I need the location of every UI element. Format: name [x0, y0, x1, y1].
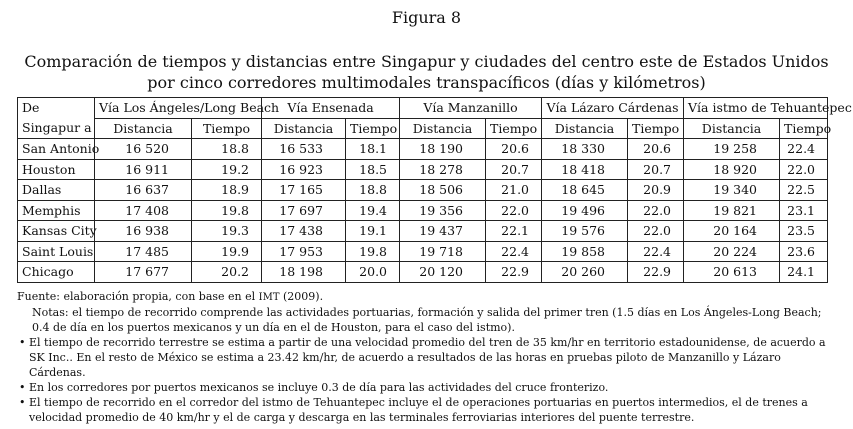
time-cell: 22.0	[628, 200, 684, 221]
bullet-icon: •	[19, 396, 26, 409]
time-cell: 22.4	[628, 241, 684, 262]
figure-title	[0, 51, 853, 93]
distance-cell: 17 485	[95, 241, 192, 262]
time-cell: 22.0	[486, 200, 542, 221]
distance-cell: 19 821	[684, 200, 780, 221]
source-line: Fuente: elaboración propia, con base en el IMT (2009).	[17, 290, 324, 303]
time-cell: 20.7	[628, 159, 684, 180]
city-cell: Dallas	[18, 180, 95, 201]
distance-cell: 16 911	[95, 159, 192, 180]
title-line-2: por cinco corredores multimodales transpacíficos (días y kilómetros)	[147, 73, 706, 92]
distance-cell: 20 613	[684, 262, 780, 283]
time-cell: 18.5	[346, 159, 400, 180]
distance-cell: 18 506	[400, 180, 486, 201]
corner-line-1: De	[22, 100, 40, 115]
bullet-icon: •	[19, 336, 26, 349]
distance-cell: 17 408	[95, 200, 192, 221]
time-cell: 19.4	[346, 200, 400, 221]
time-cell: 23.6	[780, 241, 828, 262]
imt-abbrev: IMT	[258, 292, 280, 303]
distance-header: Distancia	[262, 118, 346, 139]
distance-cell: 19 496	[542, 200, 628, 221]
time-header: Tiempo	[628, 118, 684, 139]
distance-cell: 17 438	[262, 221, 346, 242]
figure-label: Figura 8	[391, 8, 462, 27]
time-header: Tiempo	[780, 118, 828, 139]
city-cell: Houston	[18, 159, 95, 180]
header-row-metrics	[18, 118, 828, 139]
city-cell: Saint Louis	[18, 241, 95, 262]
distance-cell: 18 198	[262, 262, 346, 283]
distance-cell: 19 437	[400, 221, 486, 242]
city-cell: Chicago	[18, 262, 95, 283]
time-cell: 24.1	[780, 262, 828, 283]
time-cell: 21.0	[486, 180, 542, 201]
time-cell: 22.4	[486, 241, 542, 262]
time-cell: 22.0	[628, 221, 684, 242]
title-line-1: Comparación de tiempos y distancias entre Singapur y ciudades del centro este de Estados Unidos	[24, 52, 829, 71]
note-paragraph: Notas: el tiempo de recorrido comprende las actividades portuarias, formación y salida del primer tren (1.5 días en Los Ángeles-Long Beach; 0.4 de día en los puertos mexicanos y un día en el de Houston, para el caso del istmo).	[32, 306, 822, 334]
time-cell: 19.9	[192, 241, 262, 262]
distance-cell: 18 330	[542, 139, 628, 160]
time-cell: 18.1	[346, 139, 400, 160]
route-header: Vía Lázaro Cárdenas	[542, 98, 684, 119]
time-cell: 18.9	[192, 180, 262, 201]
distance-header: Distancia	[400, 118, 486, 139]
header-row-routes	[18, 98, 828, 119]
time-cell: 19.3	[192, 221, 262, 242]
route-header: Vía Los Ángeles/Long Beach	[95, 98, 262, 119]
distance-cell: 19 858	[542, 241, 628, 262]
time-cell: 23.1	[780, 200, 828, 221]
note-bullet: • En los corredores por puertos mexicanos se incluye 0.3 de día para las actividades del cruce fronterizo.	[19, 381, 609, 394]
route-header: Vía Ensenada	[262, 98, 400, 119]
distance-cell: 19 718	[400, 241, 486, 262]
time-cell: 22.9	[628, 262, 684, 283]
city-cell: Memphis	[18, 200, 95, 221]
comparison-table	[17, 97, 852, 283]
distance-cell: 16 923	[262, 159, 346, 180]
time-cell: 19.2	[192, 159, 262, 180]
city-cell: San Antonio	[18, 139, 95, 160]
time-cell: 20.6	[486, 139, 542, 160]
note-bullet: • El tiempo de recorrido en el corredor del istmo de Tehuantepec incluye el de operaciones portuarias en puertos intermedios, el de trenes a velocidad promedio de 40 km/hr y el de carga y descarga en las terminales ferroviarias interiores del puente terrestre.	[19, 396, 808, 424]
time-cell: 19.8	[346, 241, 400, 262]
distance-cell: 18 645	[542, 180, 628, 201]
distance-cell: 20 224	[684, 241, 780, 262]
time-cell: 22.9	[486, 262, 542, 283]
time-cell: 22.5	[780, 180, 828, 201]
note-bullet: • El tiempo de recorrido terrestre se estima a partir de una velocidad promedio del tren de 35 km/hr en territorio estadounidense, de acuerdo a SK Inc.. En el resto de México se estima a 23.42 km/hr, de acuerdo a resultados de las horas en pruebas piloto de Manzanillo y Lázaro Cárdenas.	[19, 336, 826, 379]
distance-cell: 16 938	[95, 221, 192, 242]
city-cell: Kansas City	[18, 221, 95, 242]
distance-cell: 17 677	[95, 262, 192, 283]
distance-cell: 18 190	[400, 139, 486, 160]
time-cell: 20.7	[486, 159, 542, 180]
time-cell: 19.1	[346, 221, 400, 242]
distance-cell: 19 258	[684, 139, 780, 160]
distance-cell: 16 637	[95, 180, 192, 201]
time-cell: 19.8	[192, 200, 262, 221]
time-cell: 18.8	[192, 139, 262, 160]
table-row	[18, 241, 828, 262]
distance-cell: 20 120	[400, 262, 486, 283]
time-cell: 20.9	[628, 180, 684, 201]
table-row	[18, 200, 828, 221]
time-header: Tiempo	[486, 118, 542, 139]
table-row	[18, 221, 828, 242]
time-cell: 20.6	[628, 139, 684, 160]
table-row	[18, 159, 828, 180]
time-cell: 22.0	[780, 159, 828, 180]
distance-cell: 20 164	[684, 221, 780, 242]
distance-cell: 17 165	[262, 180, 346, 201]
distance-header: Distancia	[684, 118, 780, 139]
distance-cell: 19 340	[684, 180, 780, 201]
distance-header: Distancia	[542, 118, 628, 139]
time-cell: 22.4	[780, 139, 828, 160]
distance-cell: 18 418	[542, 159, 628, 180]
time-cell: 23.5	[780, 221, 828, 242]
table-row	[18, 139, 828, 160]
table-row	[18, 180, 828, 201]
distance-cell: 17 953	[262, 241, 346, 262]
distance-cell: 19 356	[400, 200, 486, 221]
route-header: Vía Manzanillo	[400, 98, 542, 119]
distance-cell: 19 576	[542, 221, 628, 242]
corner-line-2: Singapur a	[22, 120, 92, 135]
time-cell: 18.8	[346, 180, 400, 201]
notes-block	[17, 289, 837, 425]
time-header: Tiempo	[192, 118, 262, 139]
bullet-icon: •	[19, 381, 26, 394]
distance-cell: 18 920	[684, 159, 780, 180]
time-header: Tiempo	[346, 118, 400, 139]
time-cell: 20.2	[192, 262, 262, 283]
distance-cell: 18 278	[400, 159, 486, 180]
route-header: Vía istmo de Tehuantepec	[684, 98, 828, 119]
distance-cell: 20 260	[542, 262, 628, 283]
corner-header	[18, 98, 95, 139]
distance-cell: 16 520	[95, 139, 192, 160]
distance-cell: 16 533	[262, 139, 346, 160]
time-cell: 20.0	[346, 262, 400, 283]
time-cell: 22.1	[486, 221, 542, 242]
table-row	[18, 262, 828, 283]
distance-cell: 17 697	[262, 200, 346, 221]
distance-header: Distancia	[95, 118, 192, 139]
